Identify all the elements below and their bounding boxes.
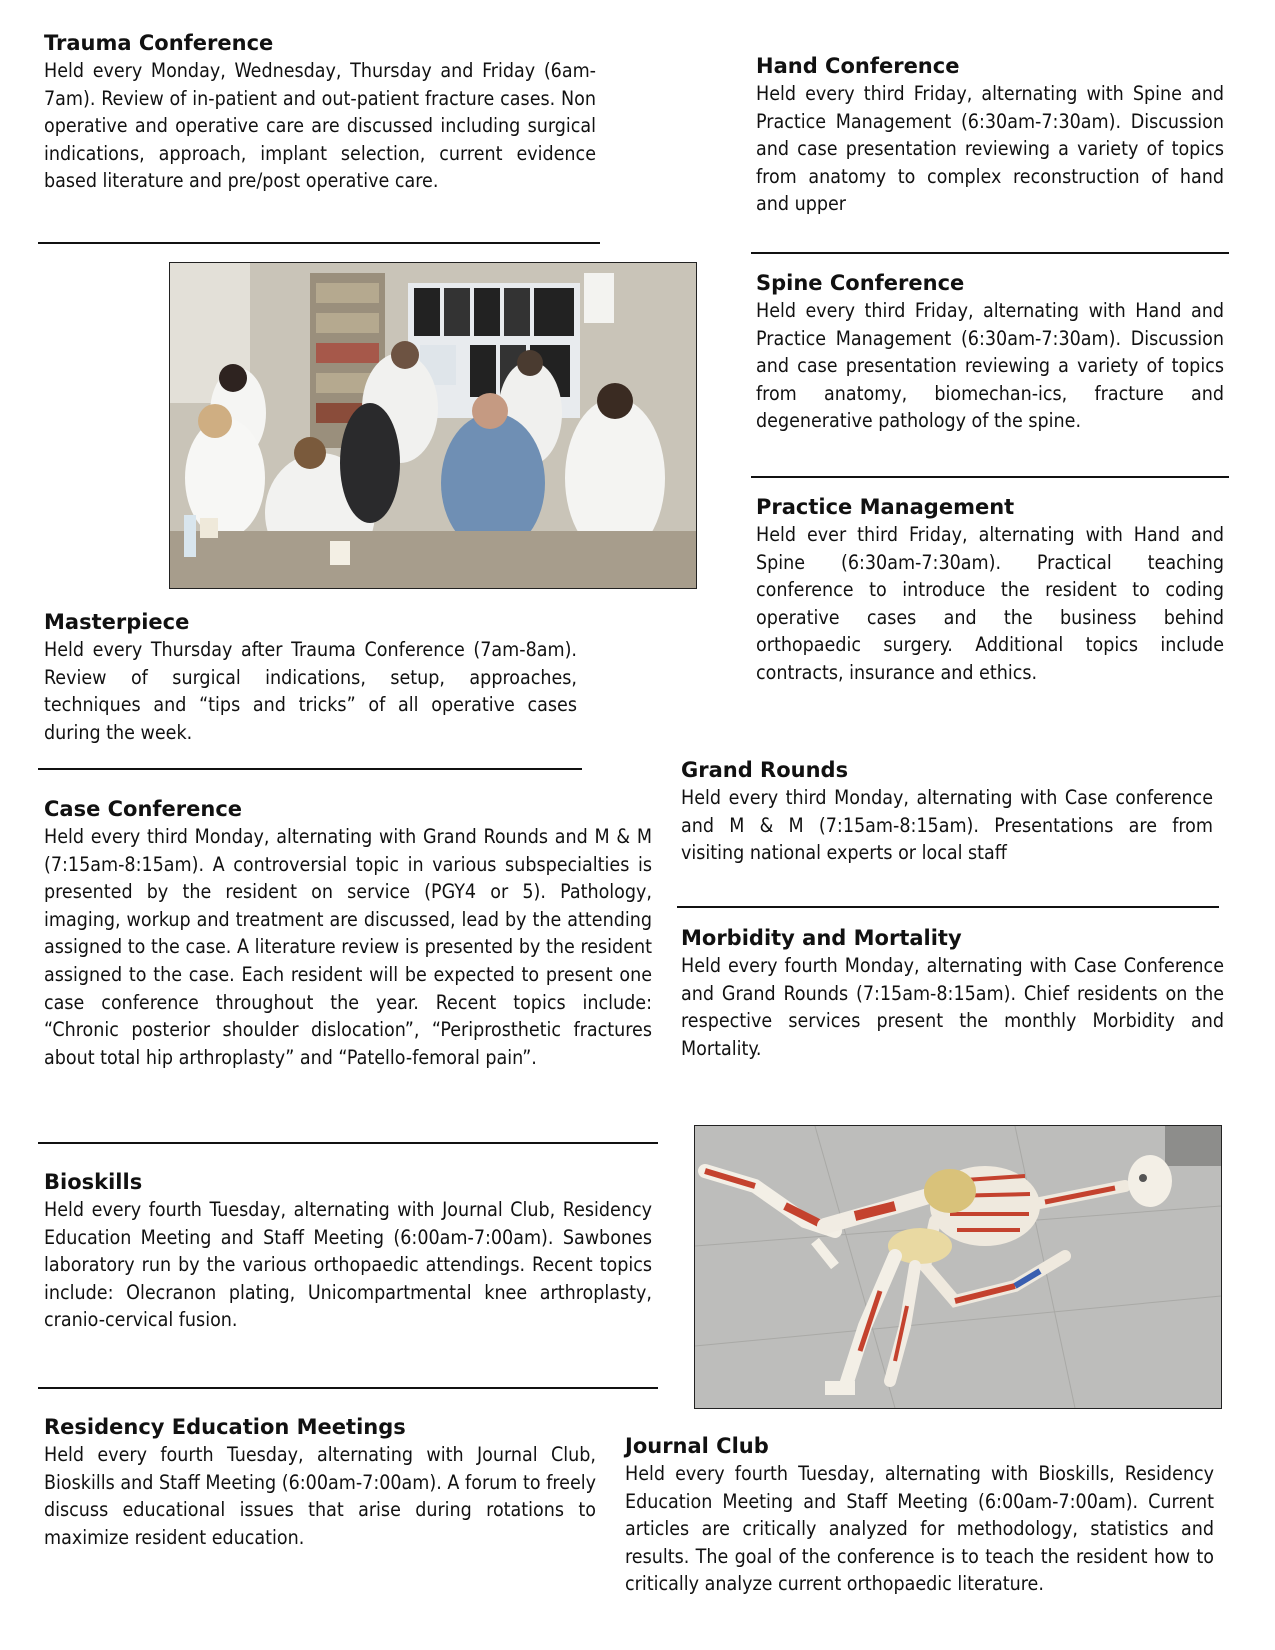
section-title: Spine Conference [756,271,965,295]
skeleton-illustration [695,1126,1221,1408]
divider [38,242,600,244]
section-body: Held every fourth Tuesday, alternating with Bioskills, Residency Education Meeting and Staff Meeting (6:00am-7:00am). Current articles are critically analyzed for methodology, statistics and results. The goal of the conference is to teach the resident how to critically analyze current orthopaedic literature. [625,1462,1214,1596]
divider [751,252,1229,254]
skeleton-model-photo [694,1125,1222,1409]
section-title: Journal Club [625,1434,769,1458]
section-body: Held every Monday, Wednesday, Thursday and Friday (6am-7am). Review of in-patient and out-patient fracture cases. Non operative and operative care are discussed including surgical indications, approach, implant selection, current evidence based literature and pre/post operative care. [44,59,596,193]
section-body: Held every third Monday, alternating with Case conference and M & M (7:15am-8:15am). Presentations are from visiting national experts or local staff [681,786,1213,865]
section-body: Held every third Friday, alternating with Spine and Practice Management (6:30am-7:30am). Discussion and case presentation reviewing a variety of topics from anatomy to complex reconstruction of hand and upper [756,82,1224,216]
divider [38,1142,658,1144]
divider [751,476,1229,478]
section-grand-rounds [681,757,1213,867]
divider [677,906,1219,908]
section-masterpiece [44,609,577,746]
section-title: Morbidity and Mortality [681,926,962,950]
section-title: Trauma Conference [44,31,274,55]
section-body: Held every third Friday, alternating with Hand and Practice Management (6:30am-7:30am). Discussion and case presentation reviewing a variety of topics from anatomy, biomechan-ics, fracture and degenerative pathology of the spine. [756,299,1224,433]
section-case-conference [44,796,652,1071]
section-title: Case Conference [44,797,243,821]
section-title: Practice Management [756,495,1015,519]
conference-room-photo [169,262,697,589]
section-title: Residency Education Meetings [44,1415,406,1439]
section-body: Held every fourth Monday, alternating with Case Conference and Grand Rounds (7:15am-8:15am). Chief residents on the respective services present the monthly Morbidity and Mortality. [681,954,1224,1060]
section-journal-club [625,1433,1214,1598]
conference-room-illustration [170,263,696,588]
divider [38,768,582,770]
section-residency-education-meetings [44,1414,596,1551]
section-title: Bioskills [44,1170,143,1194]
divider [38,1387,658,1389]
section-title: Grand Rounds [681,758,849,782]
section-morbidity-and-mortality [681,925,1224,1062]
section-body: Held every fourth Tuesday, alternating with Journal Club, Bioskills and Staff Meeting (6:00am-7:00am). A forum to freely discuss educational issues that arise during rotations to maximize resident education. [44,1443,596,1549]
section-title: Hand Conference [756,54,960,78]
section-body: Held ever third Friday, alternating with Hand and Spine (6:30am-7:30am). Practical teaching conference to introduce the resident to coding operative cases and the business behind orthopaedic surgery. Additional topics include contracts, insurance and ethics. [756,523,1224,684]
section-bioskills [44,1169,652,1334]
section-body: Held every Thursday after Trauma Conference (7am-8am). Review of surgical indications, setup, approaches, techniques and “tips and tricks” of all operative cases during the week. [44,638,577,744]
section-title: Masterpiece [44,610,190,634]
section-spine-conference [756,270,1224,435]
section-trauma-conference [44,30,596,195]
section-body: Held every third Monday, alternating with Grand Rounds and M & M (7:15am-8:15am). A controversial topic in various subspecialties is presented by the resident on service (PGY4 or 5). Pathology, imaging, workup and treatment are discussed, lead by the attending assigned to the case. A literature review is presented by the resident assigned to the case. Each resident will be expected to present one case conference throughout the year. Recent topics include: “Chronic posterior shoulder dislocation”, “Periprosthetic fractures about total hip arthroplasty” and “Patello-femoral pain”. [44,825,652,1069]
section-body: Held every fourth Tuesday, alternating with Journal Club, Residency Education Meeting and Staff Meeting (6:00am-7:00am). Sawbones laboratory run by the various orthopaedic attendings. Recent topics include: Olecranon plating, Unicompartmental knee arthroplasty, cranio-cervical fusion. [44,1198,652,1332]
section-practice-management [756,494,1224,687]
section-hand-conference [756,53,1224,218]
